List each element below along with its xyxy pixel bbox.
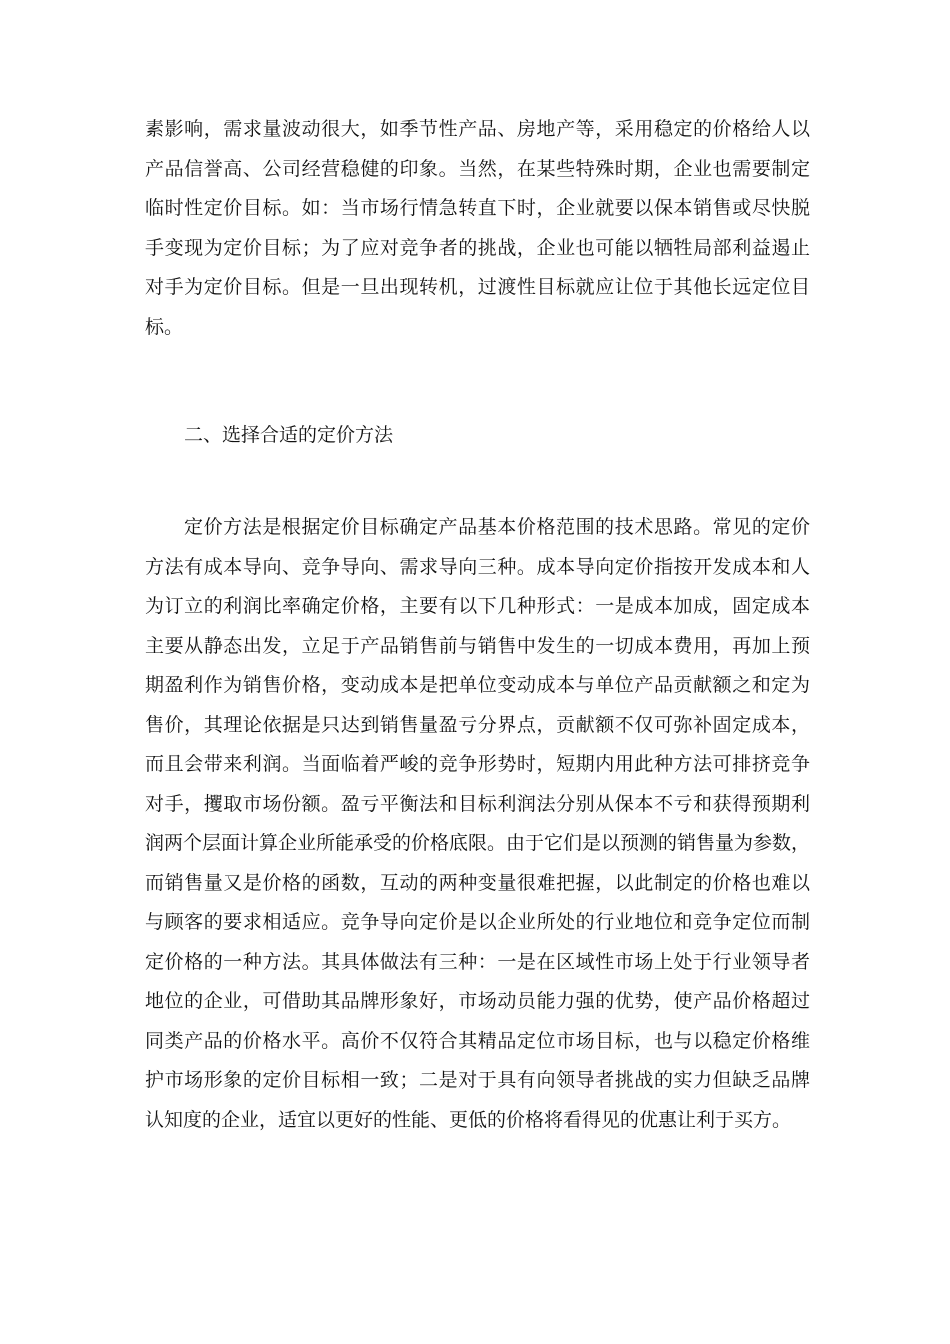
text-line: 标。: [145, 315, 184, 338]
text-line: 护市场形象的定价目标相一致；二是对于具有向领导者挑战的实力但缺乏品牌: [145, 1069, 810, 1091]
text-line: 润两个层面计算企业所能承受的价格底限。由于它们是以预测的销售量为参数，: [145, 832, 810, 854]
text-line: 定价格的一种方法。其具体做法有三种：一是在区域性市场上处于行业领导者: [145, 950, 810, 973]
text-line: 主要从静态出发，立足于产品销售前与销售中发生的一切成本费用，再加上预: [145, 634, 810, 657]
text-line: 与顾客的要求相适应。竞争导向定价是以企业所处的行业地位和竞争定位而制: [145, 911, 810, 933]
text-line: 手变现为定价目标；为了应对竞争者的挑战，企业也可能以牺牲局部利益遏止: [145, 236, 810, 259]
text-line: 方法有成本导向、竞争导向、需求导向三种。成本导向定价指按开发成本和人: [145, 555, 810, 578]
text-line: 对手为定价目标。但是一旦出现转机，过渡性目标就应让位于其他长远定位目: [145, 276, 810, 298]
text-line: 售价，其理论依据是只达到销售量盈亏分界点，贡献额不仅可弥补固定成本，: [145, 713, 810, 736]
text-line: 地位的企业，可借助其品牌形象好，市场动员能力强的优势，使产品价格超过: [145, 990, 810, 1012]
paragraph-pricing-methods: [145, 508, 810, 1140]
text-line: 定价方法是根据定价目标确定产品基本价格范围的技术思路。常见的定价: [184, 516, 810, 538]
text-line: 临时性定价目标。如：当市场行情急转直下时，企业就要以保本销售或尽快脱: [145, 197, 810, 219]
text-line: 而且会带来利润。当面临着严峻的竞争形势时，短期内用此种方法可排挤竞争: [145, 753, 810, 775]
text-line: 认知度的企业，适宜以更好的性能、更低的价格将看得见的优惠让利于买方。: [145, 1108, 792, 1131]
text-line: 对手，攫取市场份额。盈亏平衡法和目标利润法分别从保本不亏和获得预期利: [145, 792, 810, 815]
text-line: 素影响，需求量波动很大，如季节性产品、房地产等，采用稳定的价格给人以: [145, 118, 810, 140]
section-heading: [145, 416, 810, 456]
text-line: 而销售量又是价格的函数，互动的两种变量很难把握，以此制定的价格也难以: [145, 871, 810, 894]
text-line: 为订立的利润比率确定价格，主要有以下几种形式：一是成本加成，固定成本: [145, 595, 810, 617]
paragraph-continued: [145, 110, 810, 347]
text-line: 产品信誉高、公司经营稳健的印象。当然，在某些特殊时期，企业也需要制定: [145, 157, 810, 180]
text-line: 同类产品的价格水平。高价不仅符合其精品定位市场目标，也与以稳定价格维: [145, 1029, 810, 1052]
section-heading-text: 二、选择合适的定价方法: [184, 424, 394, 446]
text-line: 期盈利作为销售价格，变动成本是把单位变动成本与单位产品贡献额之和定为: [145, 674, 810, 696]
